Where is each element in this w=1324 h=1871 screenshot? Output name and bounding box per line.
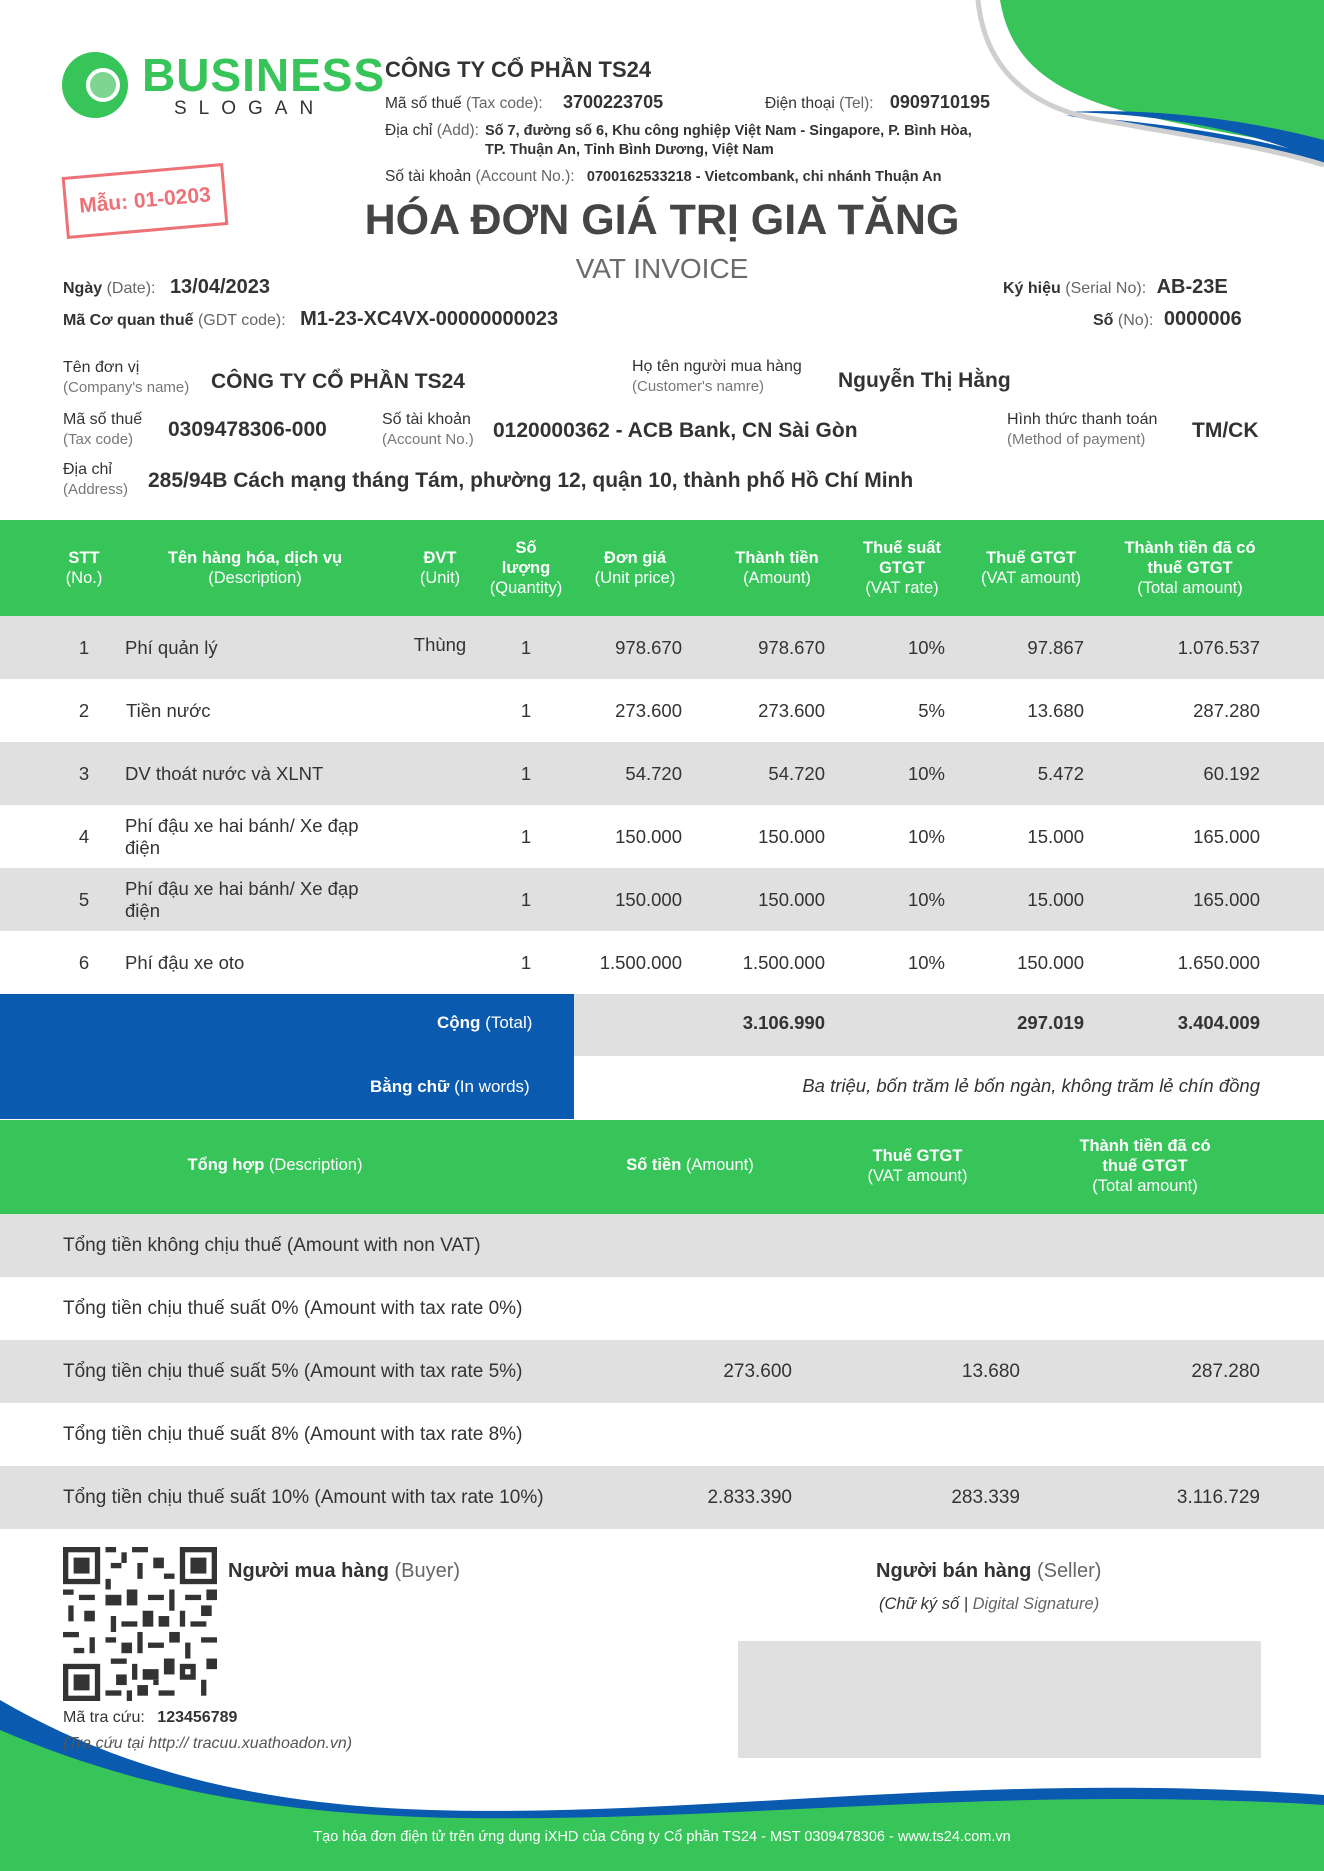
seller-address-label-en: (Add): [436,122,479,139]
items-table-header [0,520,1324,616]
header-vat-rate [850,520,954,616]
summary-row-total [1080,1403,1260,1466]
buyer-account-label-en: (Account No.) [382,431,474,448]
lookup-url[interactable]: (Tra cứu tại http:// tracuu.xuathoadon.vn) [63,1735,353,1752]
row-vat-amount: 5.472 [1037,762,1084,784]
buyer-account-label [382,410,474,450]
seller-address-line [385,122,479,140]
header-quantity-en: (Quantity) [489,579,563,597]
seller-name: CÔNG TY CỔ PHẦN TS24 [385,57,652,82]
row-unit-price: 978.670 [615,636,682,658]
lookup-code-line [63,1709,237,1727]
summary-header-total-en: (Total amount) [1092,1177,1198,1195]
row-description: Phí quản lý [125,636,218,658]
buyer-address-label-vi: Địa chỉ [63,461,112,478]
row-total: 165.000 [1193,825,1260,847]
row-vat-rate: 10% [907,888,945,910]
header-no-en: (No.) [65,569,103,587]
summary-header-desc [0,1156,550,1175]
header-vat-rate-en: (VAT rate) [865,579,939,597]
summary-header-desc-en: (Description) [268,1156,363,1174]
row-quantity: 1 [520,699,532,721]
row-total: 1.650.000 [1177,951,1260,973]
header-vat-amount [966,520,1096,616]
header-no [44,520,124,616]
seller-signature-vi: Người bán hàng [876,1560,1032,1582]
date-label-en: (Date): [106,280,156,297]
header-vat-amount-en: (VAT amount) [981,569,1081,587]
summary-row-total: 3.116.729 [1176,1486,1260,1508]
row-vat-rate: 5% [918,699,945,721]
words-label-en: (In words) [454,1077,530,1096]
seller-signature-note [879,1595,1099,1614]
header-unit-price-en: (Unit price) [594,569,676,587]
total-total: 3.404.009 [1177,1012,1260,1033]
summary-row-label: Tổng tiền không chịu thuế (Amount with non VAT) [63,1234,481,1256]
summary-row-label: Tổng tiền chịu thuế suất 8% (Amount with tax rate 8%) [63,1423,523,1445]
total-label [437,1013,532,1033]
summary-row-total [1080,1277,1260,1340]
summary-row-vat [850,1214,1020,1277]
header-description-vi: Tên hàng hóa, dịch vụ [167,549,343,567]
summary-row [0,1466,1324,1529]
row-vat-rate: 10% [907,636,945,658]
buyer-company-label-vi: Tên đơn vị [63,359,140,376]
invoice-number: 0000006 [1163,308,1242,330]
seller-tax-label: Mã số thuế [385,95,462,112]
buyer-customer: Nguyễn Thị Hằng [838,369,1011,392]
summary-header-total-vi2: thuế GTGT [1102,1157,1188,1175]
total-label-vi: Cộng [437,1013,481,1032]
row-no: 6 [78,951,90,973]
summary-row-vat [850,1403,1020,1466]
row-description: Tiền nước [126,699,211,721]
qr-code [63,1547,217,1701]
seller-signature-note-sep: | [963,1595,969,1613]
summary-header-vat-en: (VAT amount) [867,1167,968,1185]
summary-row-vat: 283.339 [951,1486,1020,1508]
buyer-customer-label [632,357,802,397]
row-unit-price: 150.000 [615,825,682,847]
header-description-en: (Description) [208,569,302,587]
header-vat-rate-vi: Thuế suất GTGT [863,539,941,577]
seller-tax-label-en: (Tax code): [466,95,543,112]
buyer-tax-label-vi: Mã số thuế [63,411,143,428]
row-description: DV thoát nước và XLNT [125,762,324,784]
number-label-en: (No): [1117,312,1154,329]
gdt-field [63,308,558,331]
row-unit [400,805,480,868]
row-unit: Thùng [413,634,467,655]
words-label [370,1077,530,1097]
header-unit-price-vi: Đơn giá [603,549,667,567]
header-amount-en: (Amount) [743,569,811,587]
seller-tax-line [385,92,663,113]
summary-row [0,1403,1324,1466]
row-quantity: 1 [520,636,532,658]
row-quantity: 1 [520,825,532,847]
table-row [0,616,1324,679]
seller-address-label: Địa chỉ [385,122,433,139]
row-quantity: 1 [520,888,532,910]
buyer-signature-vi: Người mua hàng [228,1560,389,1582]
header-unit-en: (Unit) [419,569,461,587]
row-vat-amount: 15.000 [1027,825,1084,847]
row-amount: 150.000 [758,888,825,910]
summary-row-total: 287.280 [1191,1360,1260,1382]
row-vat-amount: 97.867 [1027,636,1084,658]
summary-row-vat [850,1277,1020,1340]
row-vat-amount: 15.000 [1027,888,1084,910]
buyer-tax-label [63,410,142,450]
row-vat-rate: 10% [907,762,945,784]
row-unit-price: 1.500.000 [599,951,682,973]
header-amount-vi: Thành tiền [735,549,819,567]
seller-account-line [385,168,941,186]
buyer-payment-label-vi: Hình thức thanh toán [1007,411,1158,428]
buyer-address-label [63,460,128,500]
buyer-signature-en: (Buyer) [394,1560,461,1582]
lookup-code-label: Mã tra cứu: [63,1709,145,1726]
footer-text: Tạo hóa đơn điện tử trên ứng dụng iXHD của Công ty Cổ phần TS24 - MST 0309478306 - www.ts24.com.vn [313,1829,1011,1845]
summary-row-label: Tổng tiền chịu thuế suất 10% (Amount with tax rate 10%) [63,1486,544,1508]
summary-row-vat: 13.680 [961,1360,1020,1382]
header-quantity [482,520,570,616]
summary-header-vat [840,1146,995,1186]
seller-tel-line [765,92,990,113]
buyer-address-label-en: (Address) [63,481,129,498]
buyer-company-label-en: (Company's name) [63,379,190,396]
invoice-subtitle: VAT INVOICE [575,253,749,284]
buyer-tax: 0309478306-000 [168,418,327,441]
serial-label: Ký hiệu [1003,280,1061,297]
gdt-label-en: (GDT code): [197,312,286,329]
seller-signature-note-en: Digital Signature) [972,1595,1100,1613]
summary-row-amount: 2.833.390 [707,1486,792,1508]
header-unit-price [580,520,690,616]
gdt-label: Mã Cơ quan thuế [63,312,194,329]
header-total-amount [1104,520,1276,616]
digital-signature-box [738,1641,1261,1758]
summary-row-amount [600,1277,792,1340]
buyer-payment: TM/CK [1192,419,1259,442]
header-quantity-vi: Số lượng [501,539,551,577]
row-description: Phí đậu xe oto [125,951,245,973]
summary-row-amount: 273.600 [723,1360,792,1382]
summary-row-label: Tổng tiền chịu thuế suất 5% (Amount with tax rate 5%) [63,1360,523,1382]
number-label: Số [1093,312,1114,329]
row-no: 2 [78,699,90,721]
seller-account: 0700162533218 - Vietcombank, chi nhánh Thuận An [586,169,942,185]
header-total-amount-en: (Total amount) [1137,579,1243,597]
summary-header-total-vi1: Thành tiền đã có [1079,1137,1211,1155]
summary-table-header [0,1120,1324,1214]
row-no: 3 [78,762,90,784]
serial-no: AB-23E [1156,276,1228,298]
summary-row-amount [600,1214,792,1277]
row-total: 1.076.537 [1177,636,1260,658]
summary-header-amount-vi: Số tiền [626,1156,682,1174]
row-unit [400,868,480,931]
number-field [1093,308,1242,331]
row-amount: 150.000 [758,825,825,847]
date-label: Ngày [63,280,103,297]
buyer-address: 285/94B Cách mạng tháng Tám, phường 12, quận 10, thành phố Hồ Chí Minh [148,469,914,492]
header-amount [717,520,837,616]
buyer-customer-label-vi: Họ tên người mua hàng [632,358,802,375]
row-description: Phí đậu xe hai bánh/ Xe đạp điện [125,877,359,921]
row-unit-price: 54.720 [625,762,682,784]
row-unit-price: 150.000 [615,888,682,910]
seller-signature-note-vi: (Chữ ký số [879,1595,960,1613]
row-vat-rate: 10% [907,951,945,973]
row-no: 5 [78,888,90,910]
seller-signature-en: (Seller) [1036,1560,1102,1582]
seller-address-line2: TP. Thuận An, Tỉnh Bình Dương, Việt Nam [485,142,774,158]
seller-address-line1: Số 7, đường số 6, Khu công nghiệp Việt Nam - Singapore, P. Bình Hòa, [485,123,972,139]
invoice-date: 13/04/2023 [169,276,271,298]
buyer-account: 0120000362 - ACB Bank, CN Sài Gòn [493,419,858,442]
buyer-payment-label-en: (Method of payment) [1007,431,1146,448]
seller-signature-title [876,1560,1101,1583]
row-quantity: 1 [520,762,532,784]
row-vat-rate: 10% [907,825,945,847]
header-total-amount-vi: Thành tiền đã có thuế GTGT [1124,539,1256,577]
buyer-customer-label-en: (Customer's namre) [632,378,765,395]
table-row [0,868,1324,931]
row-unit [400,742,480,805]
seller-tel: 0909710195 [889,92,990,112]
row-amount: 1.500.000 [742,951,825,973]
amount-in-words: Ba triệu, bốn trăm lẻ bốn ngàn, không trăm lẻ chín đồng [802,1075,1260,1096]
buyer-tax-label-en: (Tax code) [63,431,134,448]
header-unit-vi: ĐVT [423,549,457,567]
total-amount: 3.106.990 [742,1012,825,1033]
summary-row-amount [600,1403,792,1466]
buyer-signature-title [228,1560,460,1583]
header-vat-amount-vi: Thuế GTGT [986,549,1076,567]
row-total: 60.192 [1203,762,1260,784]
total-label-en: (Total) [485,1013,533,1032]
row-quantity: 1 [520,951,532,973]
table-row [0,679,1324,742]
summary-header-vat-vi: Thuế GTGT [872,1147,963,1165]
words-label-vi: Bằng chữ [370,1077,450,1096]
summary-row [0,1340,1324,1403]
header-unit [400,520,480,616]
row-amount: 54.720 [768,762,825,784]
serial-label-en: (Serial No): [1065,280,1147,297]
row-vat-amount: 13.680 [1027,699,1084,721]
buyer-payment-label [1007,410,1157,450]
table-row [0,742,1324,805]
buyer-company: CÔNG TY CỔ PHẦN TS24 [211,370,465,393]
total-vat: 297.019 [1017,1012,1084,1033]
seller-address [485,122,972,160]
header-description [140,520,370,616]
seller-tel-label: Điện thoại [765,95,835,112]
serial-field [1003,276,1228,299]
header-no-vi: STT [68,549,100,567]
summary-header-amount [590,1156,790,1175]
buyer-company-label [63,358,189,398]
table-row [0,931,1324,994]
row-unit [400,931,480,994]
summary-header-total [1040,1136,1250,1196]
lookup-code: 123456789 [157,1709,238,1726]
row-unit [400,679,480,742]
row-no: 4 [78,825,90,847]
logo-inner-circle [86,68,120,102]
logo-slogan: SLOGAN [174,98,326,119]
row-unit-price: 273.600 [615,699,682,721]
seller-account-label-en: (Account No.): [475,168,575,185]
invoice-title: HÓA ĐƠN GIÁ TRỊ GIA TĂNG [364,196,960,244]
seller-tax-code: 3700223705 [562,92,664,112]
summary-header-desc-vi: Tổng hợp [187,1156,265,1174]
row-no: 1 [78,636,90,658]
summary-row [0,1277,1324,1340]
summary-row-total [1080,1214,1260,1277]
row-total: 287.280 [1193,699,1260,721]
seller-account-label: Số tài khoản [385,168,472,185]
buyer-account-label-vi: Số tài khoản [382,411,471,428]
seller-tel-label-en: (Tel): [839,95,874,112]
table-row [0,805,1324,868]
row-amount: 978.670 [758,636,825,658]
row-vat-amount: 150.000 [1017,951,1084,973]
logo-word: BUSINESS [142,49,386,101]
row-description: Phí đậu xe hai bánh/ Xe đạp điện [125,814,359,858]
form-stamp: Mẫu: 01-0203 [62,163,229,239]
summary-row-label: Tổng tiền chịu thuế suất 0% (Amount with tax rate 0%) [63,1297,523,1319]
summary-row [0,1214,1324,1277]
gdt-code: M1-23-XC4VX-00000000023 [300,308,559,330]
row-total: 165.000 [1193,888,1260,910]
summary-header-amount-en: (Amount) [685,1156,754,1174]
row-amount: 273.600 [758,699,825,721]
date-field [63,276,270,299]
